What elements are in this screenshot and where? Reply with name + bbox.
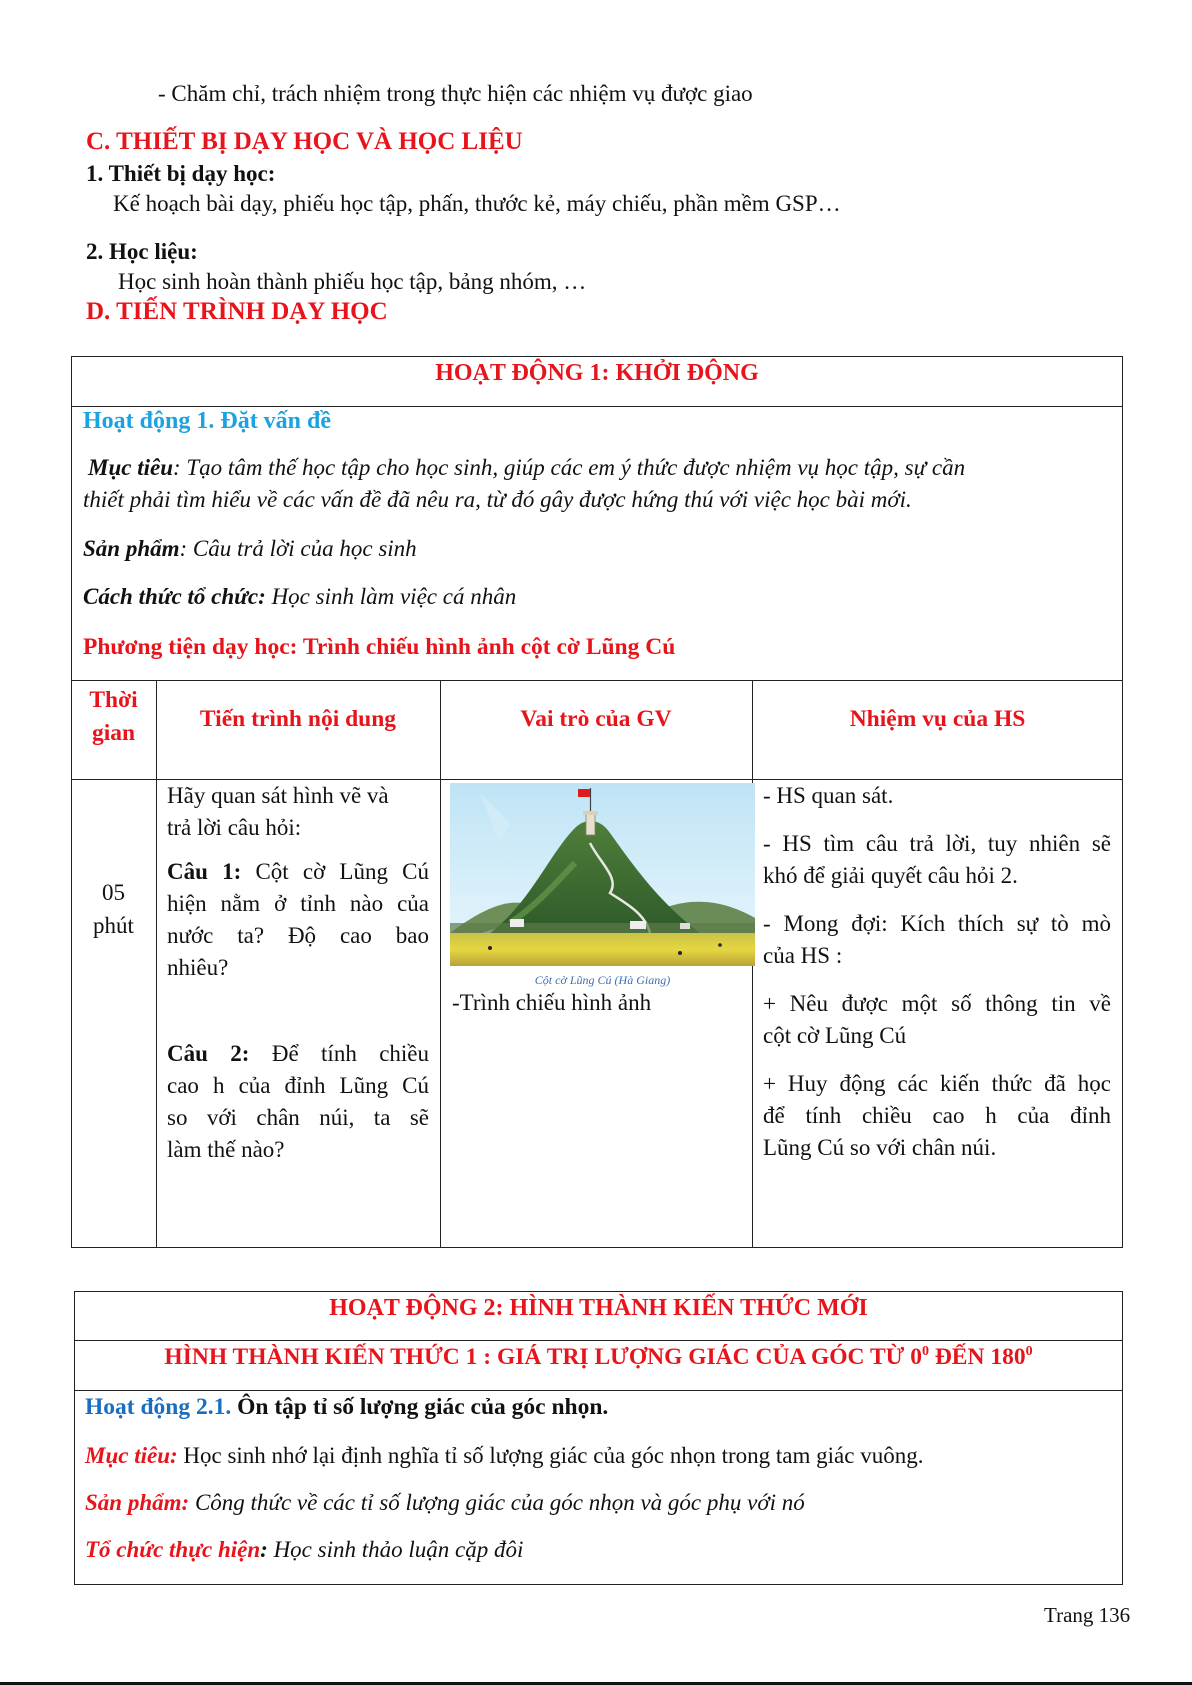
activity2-product: Sản phẩm: Công thức về các tỉ số lượng giác của góc nhọn và góc phụ với nó xyxy=(85,1490,805,1515)
equipment-text: Kế hoạch bài dạy, phiếu học tập, phấn, thước kẻ, máy chiếu, phần mềm GSP… xyxy=(113,191,841,216)
materials-title: 2. Học liệu: xyxy=(86,239,198,264)
activity2-header: HOẠT ĐỘNG 2: HÌNH THÀNH KIẾN THỨC MỚI xyxy=(329,1295,868,1321)
image-caption: Cột cờ Lũng Cú (Hà Giang) xyxy=(534,973,671,987)
activity1-organization xyxy=(83,584,516,610)
responsibility-bullet: - Chăm chỉ, trách nhiệm trong thực hiện các nhiệm vụ được giao xyxy=(158,81,753,106)
activity1-subtitle: Hoạt động 1. Đặt vấn đề xyxy=(83,408,332,434)
org-label: Cách thức tổ chức: xyxy=(83,584,266,609)
org-text: Học sinh làm việc cá nhân xyxy=(265,584,517,609)
product-text: : Câu trả lời của học sinh xyxy=(179,536,417,561)
activity2-organization: Tổ chức thực hiện: Học sinh thảo luận cặp đôi xyxy=(85,1537,524,1562)
objective-label: Mục tiêu xyxy=(88,455,173,480)
activity2-subtitle: Hoạt động 2.1. Ôn tập tỉ số lượng giác của góc nhọn. xyxy=(85,1394,609,1420)
materials-text: Học sinh hoàn thành phiếu học tập, bảng nhóm, … xyxy=(118,269,587,294)
section-c-title: C. THIẾT BỊ DẠY HỌC VÀ HỌC LIỆU xyxy=(86,128,523,155)
th-time: Thời gian xyxy=(89,687,138,746)
activity2-subheader: HÌNH THÀNH KIẾN THỨC 1 : GIÁ TRỊ LƯỢNG GIÁC CỦA GÓC TỪ $0^0$ ĐẾN $180^0$ xyxy=(164,1344,1033,1370)
td-content: Hãy quan sát hình vẽ và trả lời câu hỏi: Câu 1: Cột cờ Lũng Cú hiện nằm ở tỉnh nào của nước ta? Độ cao bao nhiêu? Câu 2: Để tính chiều cao h của đỉnh Lũng Cú so với chân núi, ta sẽ làm thế nào? xyxy=(167,783,430,1162)
td-student: - HS quan sát. - HS tìm câu trả lời, tuy nhiên sẽ khó để giải quyết câu hỏi 2. - Mong đợi: Kích thích sự tò mò của HS : + Nêu được một số thông tin về cột cờ Lũng Cú + Huy động các kiến thức đã học để tính chiều cao h của đỉnh Lũng Cú so với chân núi. xyxy=(763,783,1111,1160)
equipment-title: 1. Thiết bị dạy học: xyxy=(86,161,276,186)
td-time: 05 phút xyxy=(93,880,134,938)
th-teacher: Vai trò của GV xyxy=(520,706,672,732)
th-content: Tiến trình nội dung xyxy=(199,706,397,732)
question-2: Câu 2: Để tính chiều xyxy=(167,1041,430,1066)
th-student: Nhiệm vụ của HS xyxy=(849,706,1026,732)
question-1: Câu 1: Cột cờ Lũng Cú xyxy=(167,859,429,884)
activity1-header: HOẠT ĐỘNG 1: KHỞI ĐỘNG xyxy=(435,360,759,386)
td-teacher: -Trình chiếu hình ảnh xyxy=(452,990,652,1015)
activity1-product xyxy=(83,536,417,562)
section-d-title: D. TIẾN TRÌNH DẠY HỌC xyxy=(86,298,388,325)
activity1-objective-line1 xyxy=(88,455,965,481)
activity1-objective-line2: thiết phải tìm hiểu về các vấn đề đã nêu ra, từ đó gây được hứng thú với việc học bài mới. xyxy=(83,487,912,512)
activity2-objective: Mục tiêu: Học sinh nhớ lại định nghĩa tỉ số lượng giác của góc nhọn trong tam giác vuông. xyxy=(85,1443,924,1468)
page-number: Trang 136 xyxy=(1044,1603,1131,1627)
activity1-media: Phương tiện dạy học: Trình chiếu hình ảnh cột cờ Lũng Cú xyxy=(83,634,676,660)
objective-text: : Tạo tâm thế học tập cho học sinh, giúp các em ý thức được nhiệm vụ học tập, sự cần xyxy=(172,455,966,480)
product-label: Sản phẩm xyxy=(83,536,180,561)
lung-cu-flagpole-image xyxy=(450,783,755,988)
